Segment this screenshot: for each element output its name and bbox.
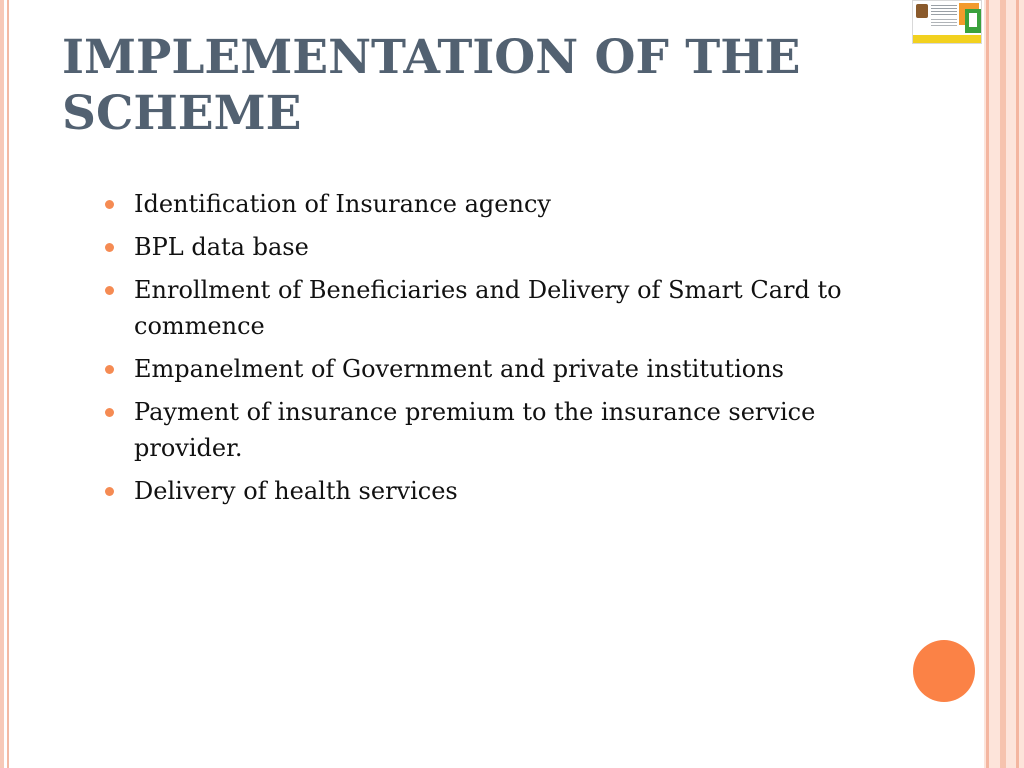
bullet-dot-icon [105,365,114,374]
slide-title: IMPLEMENTATION OF THE SCHEME [62,30,801,141]
orange-circle-decoration [913,640,975,702]
bullet-item [104,186,844,222]
bullet-text: Payment of insurance premium to the insurance service provider. [134,398,816,462]
rsby-logo-icon [912,0,982,44]
bullet-item [104,394,844,466]
bullet-dot-icon [105,286,114,295]
bullet-text: Empanelment of Government and private institutions [134,355,784,383]
bullet-list [104,186,844,516]
left-border-stripe [0,0,4,768]
bullet-dot-icon [105,408,114,417]
bullet-text: Enrollment of Beneficiaries and Delivery of Smart Card to commence [134,276,842,340]
bullet-item [104,229,844,265]
emblem-icon [916,4,928,18]
bullet-item [104,272,844,344]
bullet-text: Identification of Insurance agency [134,190,551,218]
bullet-text: BPL data base [134,233,309,261]
right-border-line [986,0,989,768]
bullet-dot-icon [105,243,114,252]
right-border-line [1016,0,1019,768]
bullet-text: Delivery of health services [134,477,458,505]
bullet-item [104,473,844,509]
bullet-dot-icon [105,487,114,496]
bullet-item [104,351,844,387]
left-border-line [7,0,9,768]
bullet-dot-icon [105,200,114,209]
right-border-line [1000,0,1006,768]
